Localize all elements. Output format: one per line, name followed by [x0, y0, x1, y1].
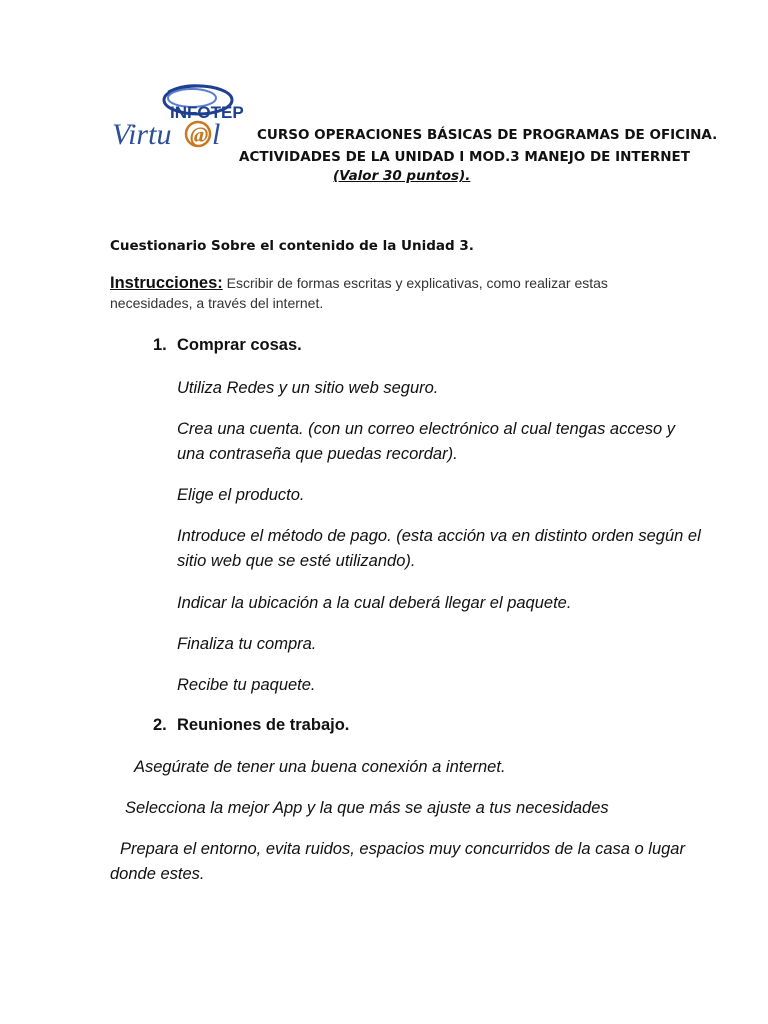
instructions-text: Escribir de formas escritas y explicativas, como realizar estas necesidades, a través del internet.	[110, 275, 608, 311]
step-item: Crea una cuenta. (con un correo electrónico al cual tengas acceso y una contraseña que puedas recordar).	[177, 420, 676, 463]
svg-text:INFOTEP: INFOTEP	[170, 103, 244, 122]
step-item: Finaliza tu compra.	[177, 635, 317, 653]
section-heading-1	[153, 336, 302, 355]
step-item: Selecciona la mejor App y la que más se ajuste a tus necesidades	[125, 799, 609, 817]
section-number: 1.	[153, 336, 167, 354]
course-title: CURSO OPERACIONES BÁSICAS DE PROGRAMAS DE OFICINA.	[257, 127, 718, 143]
svg-text:Virtu: Virtu	[112, 118, 172, 151]
step-item: Indicar la ubicación a la cual deberá llegar el paquete.	[177, 594, 572, 612]
step-item: Utiliza Redes y un sitio web seguro.	[177, 379, 439, 397]
step-item: Asegúrate de tener una buena conexión a internet.	[134, 758, 506, 776]
step-item: Recibe tu paquete.	[177, 676, 316, 694]
section-number: 2.	[153, 716, 167, 734]
step-item: Prepara el entorno, evita ruidos, espacios muy concurridos de la casa o lugar donde estes.	[110, 840, 685, 883]
section-title: Comprar cosas.	[177, 336, 302, 354]
unit-title: ACTIVIDADES DE LA UNIDAD I MOD.3 MANEJO DE INTERNET	[239, 149, 690, 165]
points-value: (Valor 30 puntos).	[333, 168, 471, 184]
svg-text:l: l	[212, 118, 221, 151]
instructions-label: Instrucciones:	[110, 274, 223, 292]
section-heading-2	[153, 716, 349, 735]
instructions-paragraph	[110, 273, 670, 313]
questionnaire-title: Cuestionario Sobre el contenido de la Unidad 3.	[110, 238, 474, 254]
infotep-logo	[110, 82, 250, 152]
step-item: Introduce el método de pago. (esta acción va en distinto orden según el sitio web que se esté utilizando).	[177, 527, 701, 570]
step-item: Elige el producto.	[177, 486, 305, 504]
svg-text:@: @	[190, 122, 209, 147]
section-title: Reuniones de trabajo.	[177, 716, 350, 734]
